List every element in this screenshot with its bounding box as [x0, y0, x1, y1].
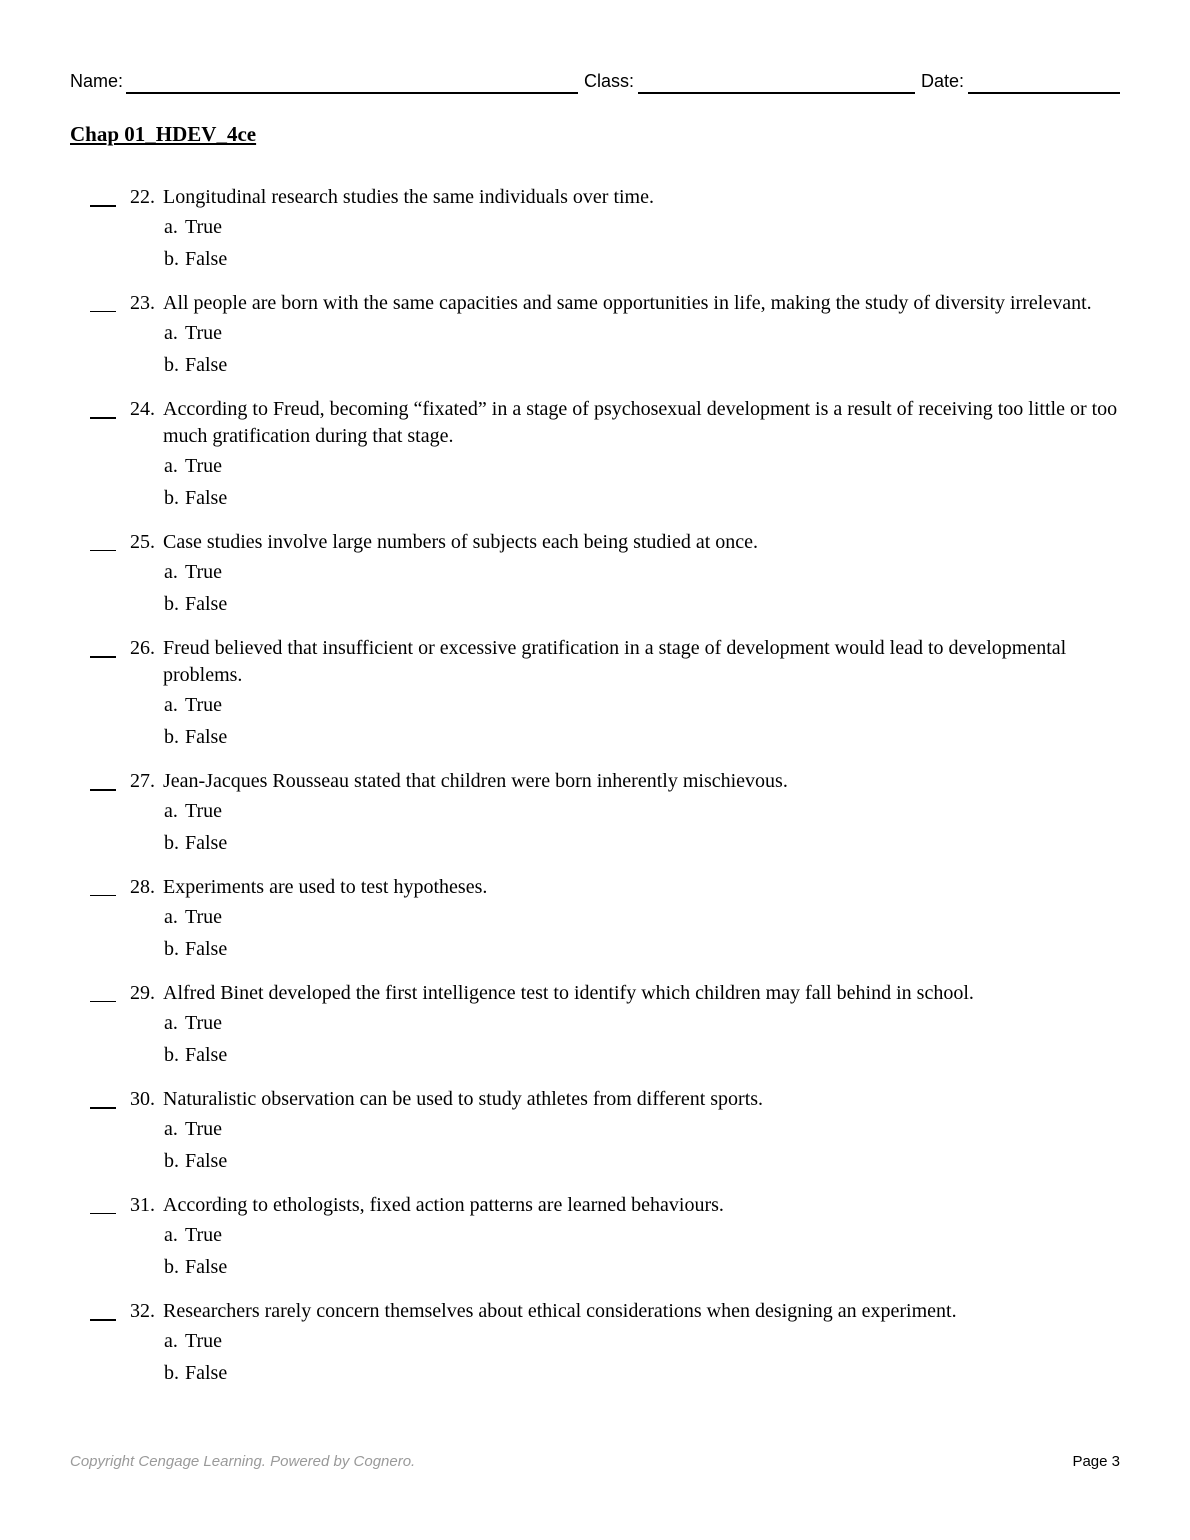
question-text: Longitudinal research studies the same individuals over time.	[163, 186, 654, 208]
option-label: True	[185, 1012, 223, 1034]
option-letter: b.	[164, 248, 179, 270]
option-b	[164, 1251, 1190, 1283]
option-b	[164, 349, 1190, 381]
option-letter: a.	[164, 455, 178, 477]
option-letter: b.	[164, 726, 179, 748]
option-label: True	[185, 561, 223, 583]
option-label: False	[185, 354, 228, 376]
name-field-line[interactable]	[126, 92, 578, 94]
date-field-line[interactable]	[968, 92, 1120, 94]
option-label: True	[185, 800, 223, 822]
option-label: False	[185, 1150, 228, 1172]
option-label: False	[185, 248, 228, 270]
option-letter: b.	[164, 1362, 179, 1384]
option-letter: a.	[164, 694, 178, 716]
question-number: 27.	[130, 770, 155, 792]
option-a	[164, 901, 1190, 933]
answer-blank[interactable]	[90, 1319, 116, 1321]
option-b	[164, 588, 1190, 620]
option-letter: b.	[164, 938, 179, 960]
option-label: False	[185, 1256, 228, 1278]
copyright-footer: Copyright Cengage Learning. Powered by Cognero.	[70, 1453, 416, 1470]
option-b	[164, 721, 1190, 753]
question-30	[0, 1086, 1190, 1177]
option-b	[164, 827, 1190, 859]
answer-blank[interactable]	[90, 789, 116, 791]
option-label: False	[185, 938, 228, 960]
question-31	[0, 1192, 1190, 1283]
option-a	[164, 1219, 1190, 1251]
answer-blank[interactable]	[90, 417, 116, 419]
option-letter: b.	[164, 354, 179, 376]
question-text: Experiments are used to test hypotheses.	[163, 876, 488, 898]
option-b	[164, 1357, 1190, 1389]
option-label: True	[185, 322, 223, 344]
option-b	[164, 933, 1190, 965]
question-number: 25.	[130, 531, 155, 553]
question-number: 31.	[130, 1194, 155, 1216]
option-a	[164, 556, 1190, 588]
class-label: Class:	[584, 71, 635, 91]
question-text: According to Freud, becoming “fixated” in a stage of psychosexual development is a result of receiving too little or too much gratification during that stage.	[163, 398, 1118, 447]
option-label: True	[185, 906, 223, 928]
option-a	[164, 317, 1190, 349]
question-25	[0, 529, 1190, 620]
answer-blank[interactable]	[90, 1213, 116, 1214]
option-label: False	[185, 593, 228, 615]
question-text: Case studies involve large numbers of subjects each being studied at once.	[163, 531, 759, 553]
option-letter: a.	[164, 561, 178, 583]
answer-blank[interactable]	[90, 1107, 116, 1109]
option-letter: a.	[164, 1330, 178, 1352]
option-a	[164, 1325, 1190, 1357]
option-a	[164, 211, 1190, 243]
option-letter: a.	[164, 1118, 178, 1140]
option-letter: b.	[164, 593, 179, 615]
question-text: Naturalistic observation can be used to study athletes from different sports.	[163, 1088, 764, 1110]
option-letter: a.	[164, 1224, 178, 1246]
page-number: Page 3	[1072, 1453, 1120, 1470]
question-27	[0, 768, 1190, 859]
date-label: Date:	[921, 71, 965, 91]
option-letter: b.	[164, 487, 179, 509]
question-32	[0, 1298, 1190, 1389]
question-text: All people are born with the same capacities and same opportunities in life, making the study of diversity irrelevant.	[163, 292, 1092, 314]
question-number: 26.	[130, 637, 155, 659]
question-22	[0, 184, 1190, 275]
question-text: Freud believed that insufficient or excessive gratification in a stage of development would lead to developmental problems.	[163, 637, 1067, 686]
option-label: True	[185, 1330, 223, 1352]
question-number: 30.	[130, 1088, 155, 1110]
question-number: 28.	[130, 876, 155, 898]
question-text: Alfred Binet developed the first intelligence test to identify which children may fall behind in school.	[163, 982, 974, 1004]
answer-blank[interactable]	[90, 1001, 116, 1002]
option-a	[164, 1007, 1190, 1039]
option-letter: b.	[164, 1044, 179, 1066]
option-label: True	[185, 455, 223, 477]
answer-blank[interactable]	[90, 895, 116, 896]
option-b	[164, 243, 1190, 275]
option-letter: b.	[164, 1256, 179, 1278]
option-letter: a.	[164, 800, 178, 822]
class-field-line[interactable]	[638, 92, 915, 94]
option-letter: a.	[164, 906, 178, 928]
answer-blank[interactable]	[90, 550, 116, 551]
option-label: False	[185, 487, 228, 509]
option-label: False	[185, 832, 228, 854]
option-label: False	[185, 1044, 228, 1066]
question-number: 24.	[130, 398, 155, 420]
page-title: Chap 01_HDEV_4ce	[70, 122, 257, 146]
name-label: Name:	[70, 71, 124, 91]
option-letter: b.	[164, 832, 179, 854]
question-number: 32.	[130, 1300, 155, 1322]
option-letter: a.	[164, 322, 178, 344]
option-letter: a.	[164, 1012, 178, 1034]
question-28	[0, 874, 1190, 965]
question-number: 23.	[130, 292, 155, 314]
option-b	[164, 482, 1190, 514]
question-24	[0, 396, 1190, 514]
question-26	[0, 635, 1190, 753]
option-a	[164, 795, 1190, 827]
question-23	[0, 290, 1190, 381]
question-number: 22.	[130, 186, 155, 208]
worksheet-header	[70, 68, 1120, 96]
option-b	[164, 1145, 1190, 1177]
question-text: Researchers rarely concern themselves about ethical considerations when designing an experiment.	[163, 1300, 957, 1322]
option-label: True	[185, 694, 223, 716]
question-text: According to ethologists, fixed action patterns are learned behaviours.	[163, 1194, 724, 1216]
option-a	[164, 1113, 1190, 1145]
question-29	[0, 980, 1190, 1071]
answer-blank[interactable]	[90, 205, 116, 207]
option-a	[164, 689, 1190, 721]
option-label: True	[185, 1118, 223, 1140]
question-number: 29.	[130, 982, 155, 1004]
option-letter: a.	[164, 216, 178, 238]
option-label: False	[185, 726, 228, 748]
option-a	[164, 450, 1190, 482]
question-text: Jean-Jacques Rousseau stated that children were born inherently mischievous.	[163, 770, 788, 792]
option-label: True	[185, 216, 223, 238]
question-list	[0, 184, 1190, 1404]
answer-blank[interactable]	[90, 656, 116, 658]
option-b	[164, 1039, 1190, 1071]
option-label: False	[185, 1362, 228, 1384]
option-letter: b.	[164, 1150, 179, 1172]
answer-blank[interactable]	[90, 311, 116, 312]
option-label: True	[185, 1224, 223, 1246]
